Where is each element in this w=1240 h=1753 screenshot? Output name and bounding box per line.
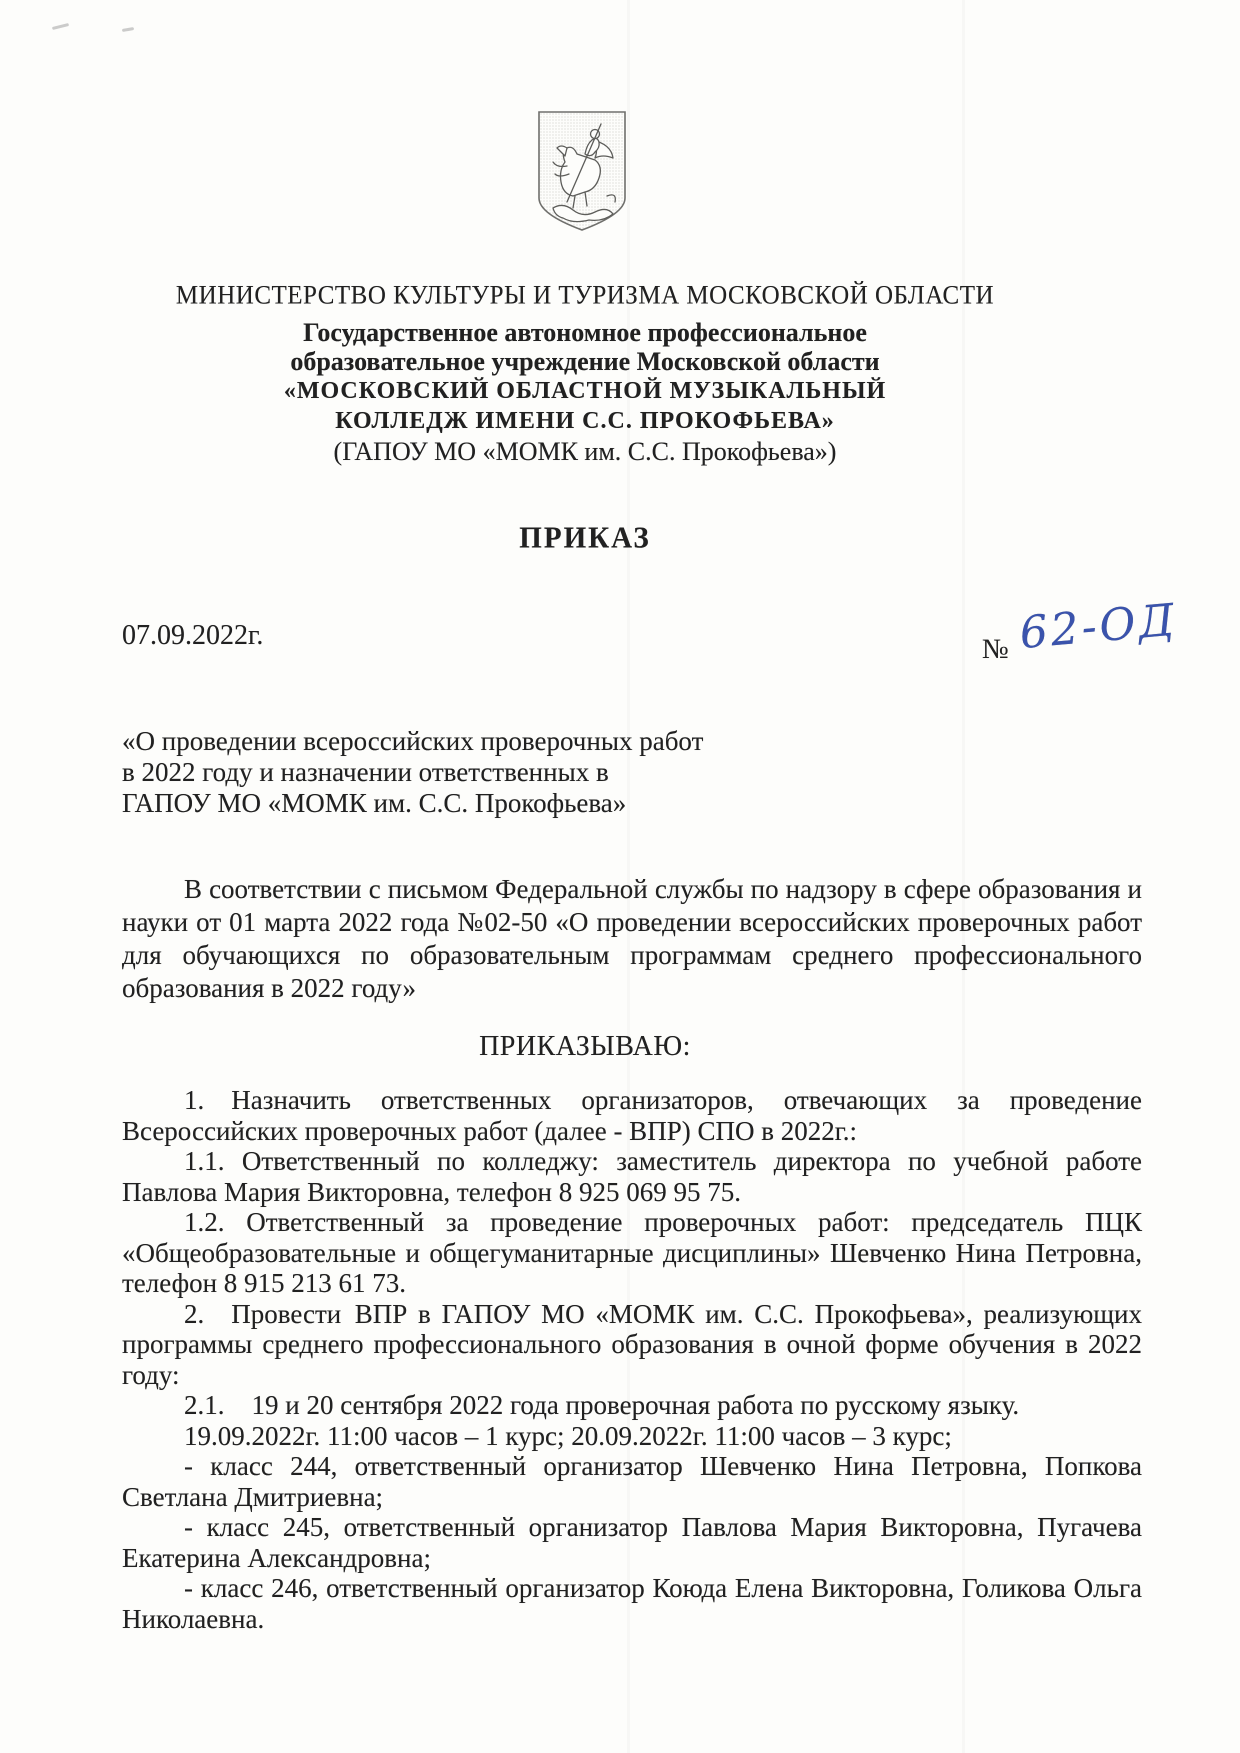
org-short-name: (ГАПОУ МО «МОМК им. С.С. Прокофьева») — [333, 437, 837, 466]
ministry-name: МИНИСТЕРСТВО КУЛЬТУРЫ И ТУРИЗМА МОСКОВСКОЙ ОБЛАСТИ — [175, 281, 995, 310]
scan-artifact-smudge — [52, 23, 69, 30]
order-item: 2.1. 19 и 20 сентября 2022 года проверочная работа по русскому языку. — [184, 1390, 1020, 1420]
intro-paragraph: В соответствии с письмом Федеральной службы по надзору в сфере образования и науки от 01 марта 2022 года №02-50 «О проведении всероссийских проверочных работ для обучающихся по образовательным программам среднего профессионального образования в 2022 году» — [122, 874, 1142, 1003]
order-item: 1. Назначить ответственных организаторов, отвечающих за проведение Всероссийских проверочных работ (далее - ВПР) СПО в 2022г.: — [122, 1085, 1142, 1146]
coat-of-arms-icon — [537, 110, 627, 232]
handwritten-order-number: 62-ОД — [1017, 594, 1179, 660]
org-name-caps-line1: «МОСКОВСКИЙ ОБЛАСТНОЙ МУЗЫКАЛЬНЫЙ — [283, 378, 887, 404]
order-title: ПРИКАЗ — [519, 521, 651, 555]
order-item: 2. Провести ВПР в ГАПОУ МО «МОМК им. С.С. Прокофьева», реализующих программы среднего профессионального образования в очной форме обучения в 2022 году: — [122, 1298, 1142, 1390]
subject-line: в 2022 году и назначении ответственных в — [122, 757, 609, 787]
order-subject — [122, 726, 703, 819]
subject-line: ГАПОУ МО «МОМК им. С.С. Прокофьева» — [122, 788, 627, 818]
scan-artifact-smudge — [122, 27, 134, 32]
order-number — [982, 594, 1180, 669]
org-name-caps-line2: КОЛЛЕДЖ ИМЕНИ С.С. ПРОКОФЬЕВА» — [335, 408, 835, 434]
order-body — [122, 1085, 1142, 1634]
order-item: 1.2. Ответственный за проведение проверочных работ: председатель ПЦК «Общеобразовательные и общегуманитарные дисциплины» Шевченко Нина Петровна, телефон 8 915 213 61 73. — [122, 1207, 1142, 1298]
order-date: 07.09.2022г. — [122, 620, 264, 651]
order-item: - класс 245, ответственный организатор Павлова Мария Викторовна, Пугачева Екатерина Александровна; — [122, 1512, 1142, 1573]
subject-line: «О проведении всероссийских проверочных работ — [122, 726, 704, 756]
order-item: 1.1. Ответственный по колледжу: заместитель директора по учебной работе Павлова Мария Викторовна, телефон 8 925 069 95 75. — [122, 1146, 1142, 1207]
order-item: - класс 246, ответственный организатор Коюда Елена Викторовна, Голикова Ольга Николаевна. — [122, 1573, 1142, 1634]
org-name-line1: Государственное автономное профессиональное — [303, 318, 867, 347]
order-item: - класс 244, ответственный организатор Шевченко Нина Петровна, Попкова Светлана Дмитриевна; — [122, 1451, 1142, 1512]
resolution-word: ПРИКАЗЫВАЮ: — [479, 1031, 691, 1062]
org-name-line2: образовательное учреждение Московской области — [290, 347, 880, 376]
order-item: 19.09.2022г. 11:00 часов – 1 курс; 20.09.2022г. 11:00 часов – 3 курс; — [184, 1420, 952, 1451]
number-sign: № — [982, 634, 1009, 665]
document-header — [0, 281, 1170, 467]
